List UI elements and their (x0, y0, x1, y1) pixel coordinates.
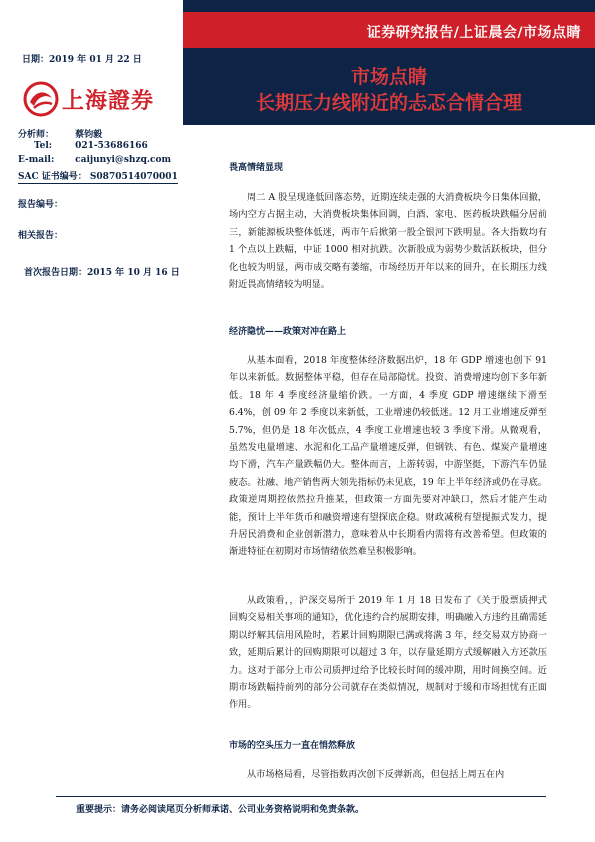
footer-divider (56, 796, 546, 797)
section-paragraph: 周二 A 股呈现逢低回落态势，近期连续走强的大消费板块今日集体回撤，场内空方占据主动，大消费板块集体回调，白酒、家电、医药板块跌幅分居前三，新能源板块整体低迷，两市午后掀第一股全银河下跌明显。各大指数均有 1 个点以上跌幅，中证 1000 相对抗跌。次新股成为弱势少数活跃板块，但分化也较为明显，两市成交略有萎缩，市场经历开年以来的回升，在长期压力线附近畏高情绪较为明显。 (229, 192, 547, 291)
analyst-sac-row (18, 169, 178, 182)
logo-emblem-icon (22, 80, 60, 118)
report-title-line-1: 市场点睛 (350, 66, 427, 88)
analyst-email-label: E-mail: (18, 155, 55, 165)
first-report-date: 首次报告日期：2015 年 10 月 16 日 (24, 268, 180, 278)
analyst-tel-row (18, 141, 148, 151)
info-divider (18, 183, 178, 184)
section-heading: 市场的空头压力一直在悄然释放 (229, 741, 356, 751)
header-top-band (183, 0, 595, 12)
related-reports-label: 相关报告： (18, 231, 64, 241)
analyst-name-label: 分析师： (18, 130, 55, 140)
section-paragraph: 从市场格局看，尽管指数再次创下反弹新高，但包括上周五在内 (247, 769, 505, 780)
analyst-name-row (18, 127, 102, 140)
report-date: 日期：2019 年 01 月 22 日 (22, 55, 142, 65)
company-logo (22, 78, 172, 120)
section-paragraph: 从政策看，，沪深交易所于 2019 年 1 月 18 日发布了《关于股票质押式回购交易相关事项的通知》，优化违约合约展期安排，明确融入方违约且确需延期以纾解其信用风险时，若累计回购期限已满或将满 3 年，经交易双方协商一致，延期后累计的回购期限可以超过 3 年，以存量延期方式缓解融入方还款压力。这对于部分上市公司质押过给予比较长时间的缓冲期，用时间换空间。近期市场跌幅持前列的部分公司就存在类似情况，规制对于缓和市场担忧有正面作用。 (229, 595, 547, 711)
section-heading: 经济隐忧——政策对冲在路上 (229, 327, 347, 337)
analyst-tel: 021-53686166 (75, 141, 148, 151)
analyst-email-row (18, 155, 171, 165)
section-heading: 畏高情绪显现 (229, 163, 284, 173)
analyst-name: 蔡钧毅 (75, 130, 103, 140)
analyst-tel-label: Tel: (34, 141, 53, 151)
analyst-sac-label: SAC 证书编号： (18, 172, 87, 182)
analyst-email[interactable]: caijunyi@shzq.com (75, 155, 172, 165)
report-title-line-2: 长期压力线附近的忐忑合情合理 (255, 92, 522, 114)
report-number-label: 报告编号： (18, 200, 64, 210)
document-type-label: 证券研究报告/上证晨会/市场点睛 (366, 25, 581, 41)
section-paragraph: 从基本面看，2018 年度整体经济数据出炉，18 年 GDP 增速也创下 91 年以来新低。数据整体平稳，但存在局部隐忧。投资、消费增速均创下多年新低。18 年 4 季度经济量缩价跌。一方面，4 季度 GDP 增速继续下滑至 6.4%，创 09 年 2 季度以来新低，工业增速仍较低迷。12 月工业增速反弹至 5.7%，但仍是 18 年次低点，4 季度工业增速也较 3 季度下滑。从微观看，虽然发电量增速、水泥和化工品产量增速反弹，但钢铁、有色、煤炭产量增速均下滑，汽车产量跌幅仍大。整体而言，上游转弱，中游坚挺，下游汽车仍显疲态。社融、地产销售两大领先指标仍未见底，19 年上半年经济或仍在寻底。政策逆周期控依然拉升推某，但政策一方面先要对冲缺口，然后才能产生动能，预计上半年货币和融资增速有望探底企稳。财政减税有望提振式发力，提升居民消费和企业创新潜力，意味着从中长期看内需将有改善希望。但政策的渐进特征在初期对市场情绪依然难呈积极影响。 (229, 355, 547, 558)
analyst-sac: S0870514070001 (89, 172, 178, 182)
footer-notice: 重要提示：请务必阅读尾页分析师承诺、公司业务资格说明和免责条款。 (76, 805, 365, 815)
logo-text: 上海證券 (62, 88, 155, 114)
